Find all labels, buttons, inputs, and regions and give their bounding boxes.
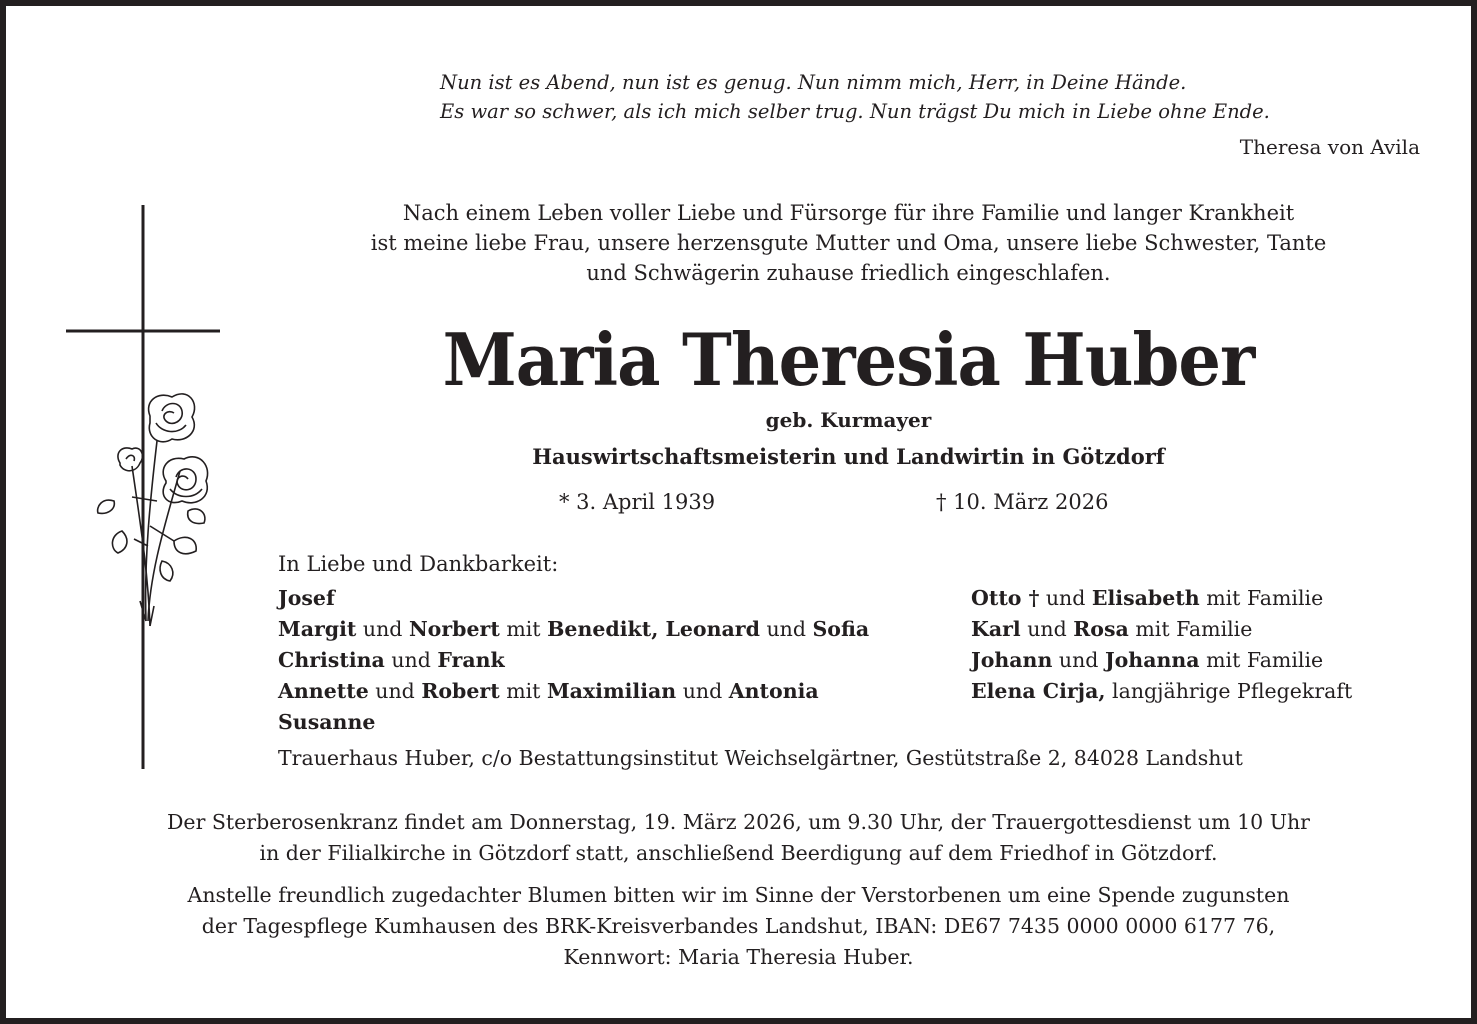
donation-line-3: Kennwort: Maria Theresia Huber. bbox=[563, 945, 914, 969]
poem-author: Theresa von Avila bbox=[1239, 135, 1420, 159]
intro-line-3: und Schwägerin zuhause friedlich eingeschlafen. bbox=[586, 261, 1111, 285]
born-name: geb. Kurmayer bbox=[765, 408, 932, 432]
mourner-row: Otto † und Elisabeth mit Familie bbox=[971, 586, 1324, 610]
poem-line-1: Nun ist es Abend, nun ist es genug. Nun nimm mich, Herr, in Deine Hände. bbox=[440, 71, 1187, 94]
mourning-house-address: Trauerhaus Huber, c/o Bestattungsinstitut Weichselgärtner, Gestütstraße 2, 84028 Landshut bbox=[278, 746, 1243, 770]
mourner-row: Margit und Norbert mit Benedikt, Leonard und Sofia bbox=[278, 617, 870, 641]
birth-date: * 3. April 1939 bbox=[559, 490, 716, 514]
service-line-2: in der Filialkirche in Götzdorf statt, anschließend Beerdigung auf dem Friedhof in Götzdorf. bbox=[259, 841, 1218, 865]
mourner-row: Susanne bbox=[278, 710, 376, 734]
mourner-row: Johann und Johanna mit Familie bbox=[971, 648, 1324, 672]
mourners-right-column bbox=[971, 583, 1352, 707]
mourners-heading: In Liebe und Dankbarkeit: bbox=[278, 552, 559, 576]
donation-line-1: Anstelle freundlich zugedachter Blumen bitten wir im Sinne der Verstorbenen um eine Spende zugunsten bbox=[187, 883, 1290, 907]
mourner-row: Josef bbox=[278, 586, 335, 610]
intro-line-1: Nach einem Leben voller Liebe und Fürsorge für ihre Familie und langer Krankheit bbox=[402, 201, 1295, 225]
deceased-name: Maria Theresia Huber bbox=[442, 317, 1255, 402]
mourners-left-column bbox=[278, 583, 869, 738]
donation-info bbox=[6, 880, 1471, 973]
mourner-row: Karl und Rosa mit Familie bbox=[971, 617, 1253, 641]
intro-text bbox=[236, 198, 1461, 288]
mourner-row: Christina und Frank bbox=[278, 648, 505, 672]
donation-line-2: der Tagespflege Kumhausen des BRK-Kreisverbandes Landshut, IBAN: DE67 7435 0000 0000 6177 76, bbox=[201, 914, 1276, 938]
mourner-row: Annette und Robert mit Maximilian und Antonia bbox=[278, 679, 819, 703]
poem-line-2: Es war so schwer, als ich mich selber trug. Nun trägst Du mich in Liebe ohne Ende. bbox=[440, 100, 1270, 123]
profession: Hauswirtschaftsmeisterin und Landwirtin in Götzdorf bbox=[532, 444, 1165, 469]
service-info bbox=[6, 807, 1471, 869]
death-date: † 10. März 2026 bbox=[936, 490, 1109, 514]
intro-line-2: ist meine liebe Frau, unsere herzensgute Mutter und Oma, unsere liebe Schwester, Tante bbox=[370, 231, 1327, 255]
cross-with-roses-icon bbox=[62, 201, 224, 771]
service-line-1: Der Sterberosenkranz findet am Donnerstag, 19. März 2026, um 9.30 Uhr, der Trauergottesdienst um 10 Uhr bbox=[167, 810, 1310, 834]
mourner-row: Elena Cirja, langjährige Pflegekraft bbox=[971, 679, 1353, 703]
